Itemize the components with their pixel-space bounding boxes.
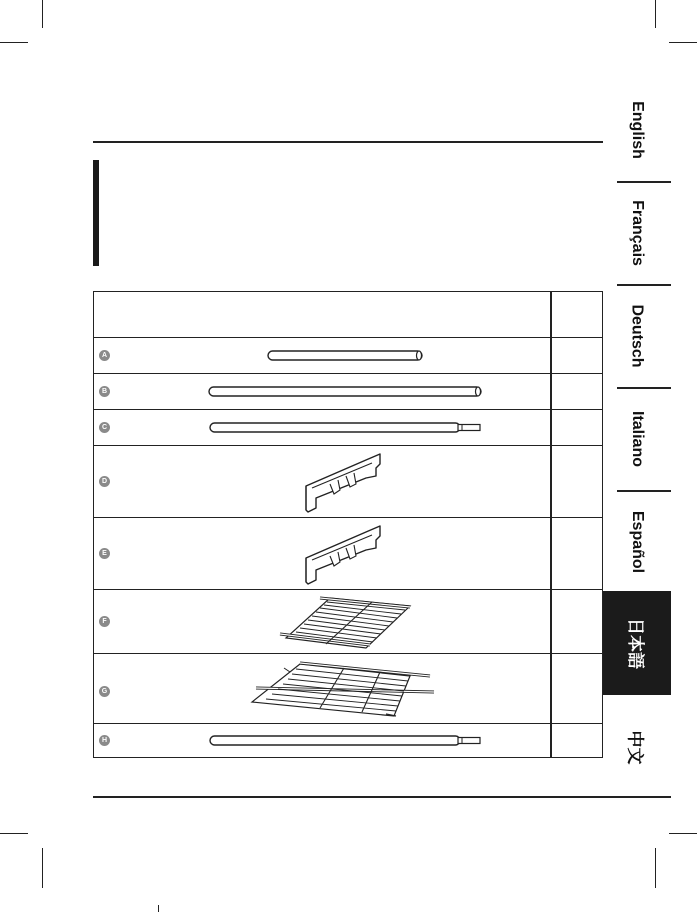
- part-letter-badge: E: [99, 548, 110, 559]
- crop-mark: [669, 42, 697, 43]
- bracket-icon: [94, 518, 550, 590]
- part-row-g: [94, 653, 602, 723]
- qty-cell: [552, 446, 602, 517]
- part-letter-badge: D: [99, 476, 110, 487]
- large-wire-shelf-icon: [94, 654, 550, 724]
- tab-francais-label: Français: [629, 200, 646, 266]
- footer-rule: [93, 796, 671, 798]
- part-letter-badge: B: [99, 386, 110, 397]
- tab-chinese-label: 中文: [624, 730, 645, 765]
- header-rule: [93, 141, 603, 143]
- bracket-icon: [94, 446, 550, 518]
- tab-italiano[interactable]: [603, 389, 671, 489]
- tab-chinese[interactable]: [603, 700, 671, 795]
- part-row-h: [94, 723, 602, 757]
- qty-cell: [552, 724, 602, 757]
- long-tube-tapered-icon: [94, 724, 550, 758]
- tab-espanol[interactable]: [603, 492, 671, 592]
- crop-mark: [669, 833, 697, 834]
- tab-espanol-label: Español: [628, 510, 646, 574]
- part-letter-badge: H: [99, 735, 110, 746]
- short-tube-icon: [94, 338, 550, 374]
- parts-table-header: [94, 292, 602, 337]
- tab-english-label: English: [629, 101, 646, 159]
- tab-italiano-label: Italiano: [628, 410, 646, 468]
- part-row-e: [94, 517, 602, 589]
- qty-cell: [552, 338, 602, 373]
- qty-cell: [552, 654, 602, 723]
- crop-mark: [0, 833, 28, 834]
- long-tube-icon: [94, 374, 550, 410]
- part-row-f: [94, 589, 602, 653]
- tab-deutsch[interactable]: [603, 286, 671, 386]
- tab-deutsch-label: Deutsch: [629, 304, 646, 368]
- crop-mark: [0, 42, 28, 43]
- long-tube-tapered-icon: [94, 410, 550, 446]
- parts-table: [93, 291, 603, 758]
- part-letter-badge: C: [99, 422, 110, 433]
- part-row-a: [94, 337, 602, 373]
- tab-japanese[interactable]: [603, 591, 671, 695]
- tab-francais[interactable]: [603, 183, 671, 283]
- part-row-c: [94, 409, 602, 445]
- crop-mark: [655, 0, 656, 28]
- qty-cell: [552, 374, 602, 409]
- crop-mark: [42, 0, 43, 28]
- part-row-b: [94, 373, 602, 409]
- qty-cell: [552, 410, 602, 445]
- crop-mark: [42, 848, 43, 888]
- part-letter-badge: G: [99, 686, 110, 697]
- qty-cell: [552, 590, 602, 653]
- callout-bar: [93, 160, 99, 266]
- part-letter-badge: F: [99, 616, 110, 627]
- small-wire-shelf-icon: [94, 590, 550, 654]
- qty-cell: [552, 518, 602, 589]
- part-row-d: [94, 445, 602, 517]
- part-letter-badge: A: [99, 350, 110, 361]
- crop-mark: [158, 905, 159, 912]
- crop-mark: [655, 848, 656, 888]
- tab-english[interactable]: [603, 80, 671, 180]
- tab-japanese-label: 日本語: [624, 617, 645, 669]
